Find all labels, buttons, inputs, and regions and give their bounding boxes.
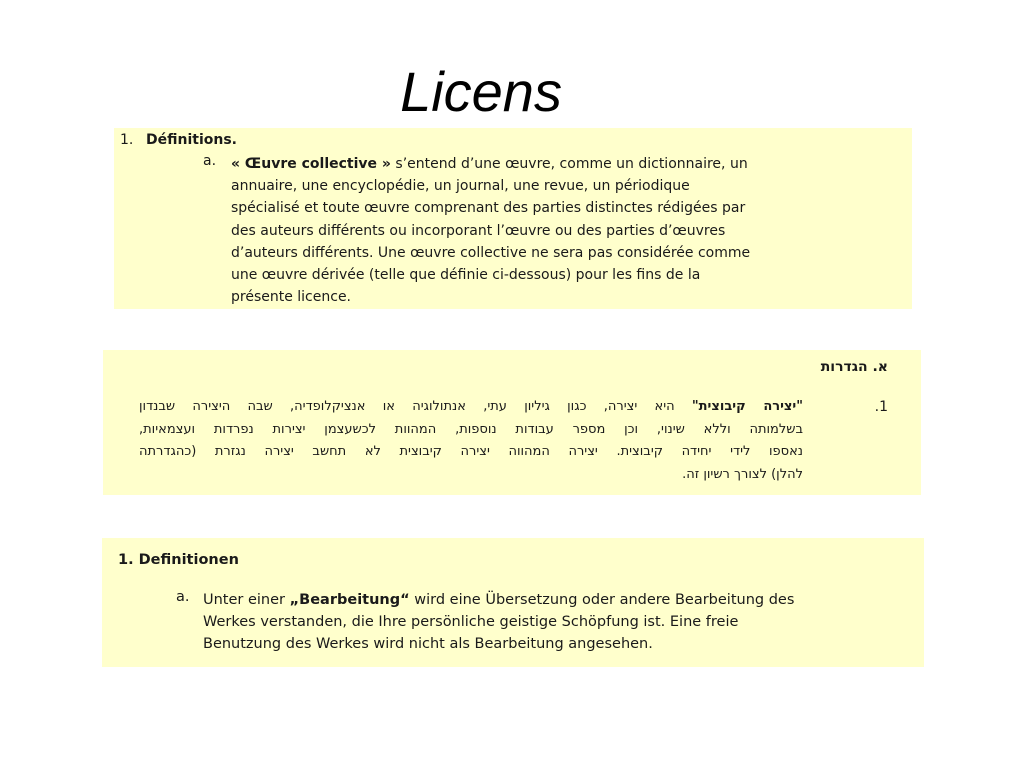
definition-line: s’entend d’une œuvre, comme un dictionnaire, un: [390, 156, 748, 172]
definition-line: Benutzung des Werkes wird nicht als Bearbeitung angesehen.: [203, 636, 653, 652]
definition-line: spécialisé et toute œuvre comprenant des parties distinctes rédigées par: [231, 200, 746, 217]
section-title: 1. Definitionen: [118, 552, 239, 568]
section-number: 1.: [120, 132, 134, 148]
section-title: Définitions.: [146, 132, 237, 148]
item-marker: a.: [203, 153, 217, 169]
german-definition-box: [102, 538, 924, 667]
definition-text: [231, 153, 871, 308]
defined-term: „Bearbeitung“: [289, 592, 410, 608]
slide-title: Licens: [400, 60, 562, 123]
definition-line: wird eine Übersetzung oder andere Bearbeitung des: [409, 592, 795, 608]
definition-text: [139, 396, 803, 487]
definition-prefix: Unter einer: [203, 592, 290, 608]
definition-line: בשלמותה וללא שינוי, וכן מספר עבודות נוספות, המהוות לכשעצמן יצירות נפרדות ועצמאיות,: [139, 421, 803, 437]
definition-line: להלן) לצורך רשיון זה.: [682, 467, 803, 483]
definition-line: annuaire, une encyclopédie, un journal, une revue, un périodique: [231, 178, 690, 195]
defined-term: "יצירה קיבוצית": [691, 399, 803, 414]
definition-line: היא יצירה, כגון גיליון עתי, אנתולוגיה או אנציקלופדיה, שבה היצירה שבנדון: [139, 399, 692, 414]
item-marker: 1.: [874, 399, 888, 415]
definition-line: Werkes verstanden, die Ihre persönliche geistige Schöpfung ist. Eine freie: [203, 614, 739, 630]
french-definition-box: [114, 128, 912, 309]
definition-line: présente licence.: [231, 289, 352, 306]
defined-term: « Œuvre collective »: [231, 156, 391, 172]
definition-line: une œuvre dérivée (telle que définie ci-dessous) pour les fins de la: [231, 267, 701, 284]
definition-line: נאספו לידי יחידה קיבוצית. יצירה המהווה יצירה קיבוצית לא תחשב יצירה נגזרת (כהגדרתה: [139, 444, 803, 460]
hebrew-definition-box: [103, 350, 921, 495]
section-heading: א. הגדרות: [820, 359, 888, 375]
definition-line: d’auteurs différents. Une œuvre collective ne sera pas considérée comme: [231, 244, 751, 261]
item-marker: a.: [176, 589, 190, 605]
definition-line: des auteurs différents ou incorporant l’œuvre ou des parties d’œuvres: [231, 222, 726, 239]
definition-text: [203, 589, 903, 655]
